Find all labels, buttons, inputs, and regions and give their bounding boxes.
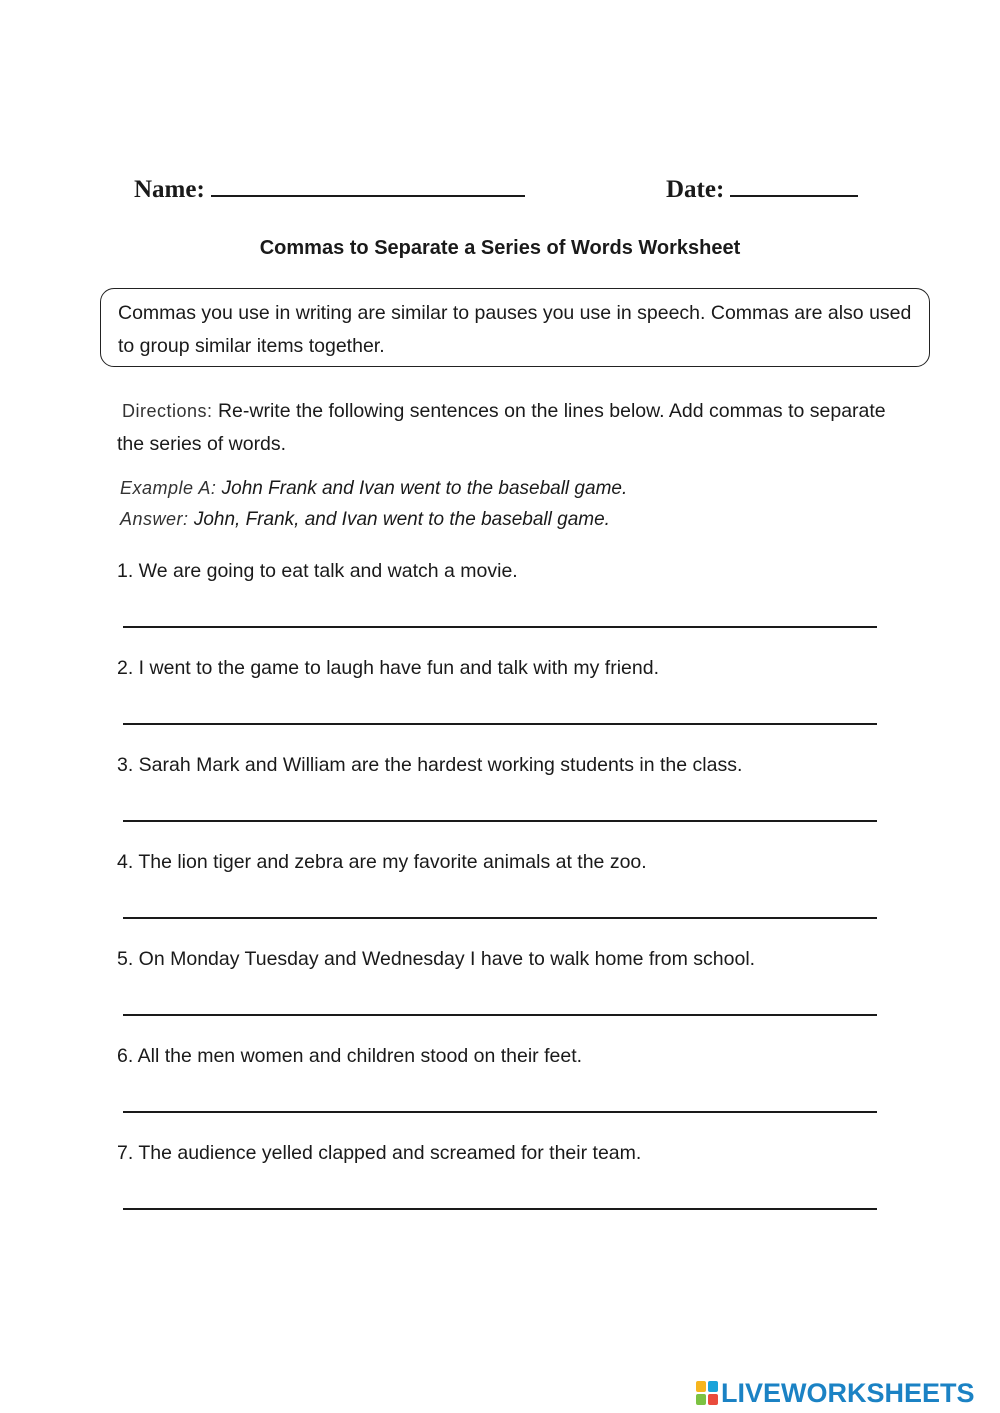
question-4: 4. The lion tiger and zebra are my favorite animals at the zoo. bbox=[117, 851, 647, 873]
worksheet-title: Commas to Separate a Series of Words Worksheet bbox=[259, 237, 741, 259]
answer-line-4[interactable] bbox=[123, 917, 877, 919]
answer-line-2[interactable] bbox=[123, 723, 877, 725]
name-field bbox=[134, 176, 525, 204]
liveworksheets-logo-icon bbox=[696, 1381, 718, 1405]
question-3: 3. Sarah Mark and William are the hardest working students in the class. bbox=[117, 754, 743, 776]
answer-text: John, Frank, and Ivan went to the baseball game. bbox=[193, 509, 610, 530]
directions bbox=[117, 395, 887, 461]
name-blank-line[interactable] bbox=[211, 177, 525, 197]
answer-line-1[interactable] bbox=[123, 626, 877, 628]
intro-text: Commas you use in writing are similar to pauses you use in speech. Commas are also used to group similar items together. bbox=[118, 302, 912, 357]
example-line bbox=[120, 478, 627, 500]
directions-label: Directions: bbox=[122, 401, 213, 421]
name-label: Name: bbox=[134, 176, 205, 203]
answer-line-5[interactable] bbox=[123, 1014, 877, 1016]
question-1: 1. We are going to eat talk and watch a movie. bbox=[117, 560, 518, 582]
liveworksheets-logo[interactable] bbox=[696, 1378, 975, 1408]
question-7: 7. The audience yelled clapped and screamed for their team. bbox=[117, 1142, 642, 1164]
answer-line-6[interactable] bbox=[123, 1111, 877, 1113]
answer-line-7[interactable] bbox=[123, 1208, 877, 1210]
date-label: Date: bbox=[666, 176, 725, 203]
date-blank-line[interactable] bbox=[730, 177, 858, 197]
directions-text: Re-write the following sentences on the lines below. Add commas to separate the series of words. bbox=[117, 400, 886, 455]
question-5: 5. On Monday Tuesday and Wednesday I have to walk home from school. bbox=[117, 948, 756, 970]
answer-label: Answer: bbox=[120, 509, 189, 529]
example-answer-line bbox=[120, 509, 610, 531]
intro-box bbox=[100, 288, 930, 367]
answer-line-3[interactable] bbox=[123, 820, 877, 822]
example-label: Example A: bbox=[120, 478, 217, 498]
question-6: 6. All the men women and children stood on their feet. bbox=[117, 1045, 583, 1067]
question-2: 2. I went to the game to laugh have fun and talk with my friend. bbox=[117, 657, 659, 679]
date-field bbox=[666, 176, 858, 204]
logo-text: LIVEWORKSHEETS bbox=[721, 1377, 975, 1408]
example-text: John Frank and Ivan went to the baseball game. bbox=[221, 478, 628, 499]
